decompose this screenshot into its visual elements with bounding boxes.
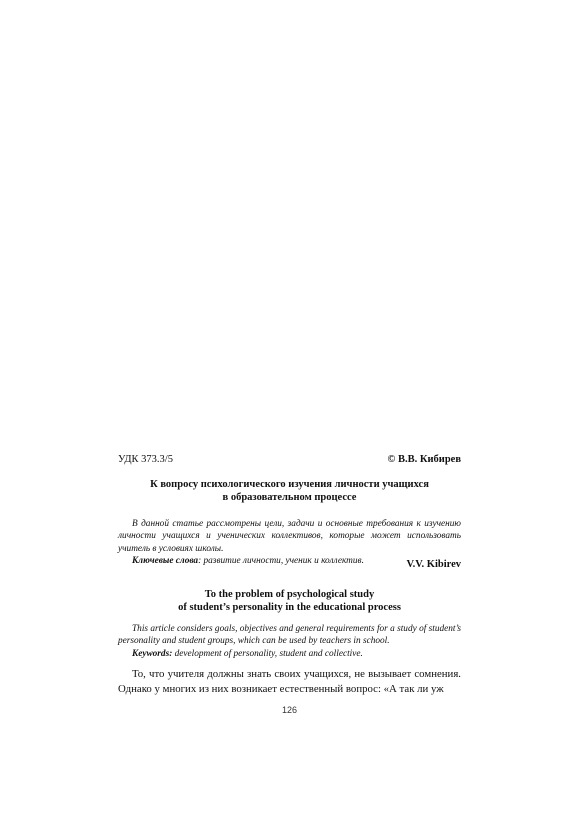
- page-number: 126: [281, 705, 298, 715]
- abstract-english: [118, 623, 461, 660]
- abstract-english-text: This article considers goals, objectives and general requirements for a study of student’s personality and student groups, which can be used by teachers in school.: [118, 624, 461, 647]
- title-english-line-2: of student’s personality in the educational process: [178, 602, 401, 613]
- keywords-english-text: development of personality, student and collective.: [172, 648, 363, 659]
- udk-code: УДК 373.3/5: [118, 454, 173, 465]
- title-russian-line-1: К вопросу психологического изучения личности учащихся: [150, 479, 429, 490]
- title-russian-line-2: в образовательном процессе: [222, 492, 357, 503]
- body-text: [118, 667, 461, 696]
- keywords-english-label: Keywords:: [132, 648, 173, 659]
- author-english: V.V. Kibirev: [406, 559, 461, 570]
- article-header: [118, 454, 461, 470]
- keywords-english: [118, 648, 461, 660]
- body-paragraph: То, что учителя должны знать своих учащихся, не вызывает сомнения. Однако у многих из них возникает естественный вопрос: «А так ли уж: [118, 668, 461, 695]
- abstract-russian-text: В данной статье рассмотрены цели, задачи и основные требования к изучению личности учащихся и ученических коллективов, которые может использовать учитель в условиях школы.: [118, 519, 461, 554]
- keywords-russian-text: : развитие личности, ученик и коллектив.: [198, 556, 364, 567]
- title-english: [118, 588, 461, 614]
- title-russian: [118, 478, 461, 504]
- keywords-russian-label: Ключевые слова: [132, 556, 199, 567]
- author-russian: © В.В. Кибирев: [387, 454, 461, 465]
- title-english-line-1: To the problem of psychological study: [204, 589, 375, 600]
